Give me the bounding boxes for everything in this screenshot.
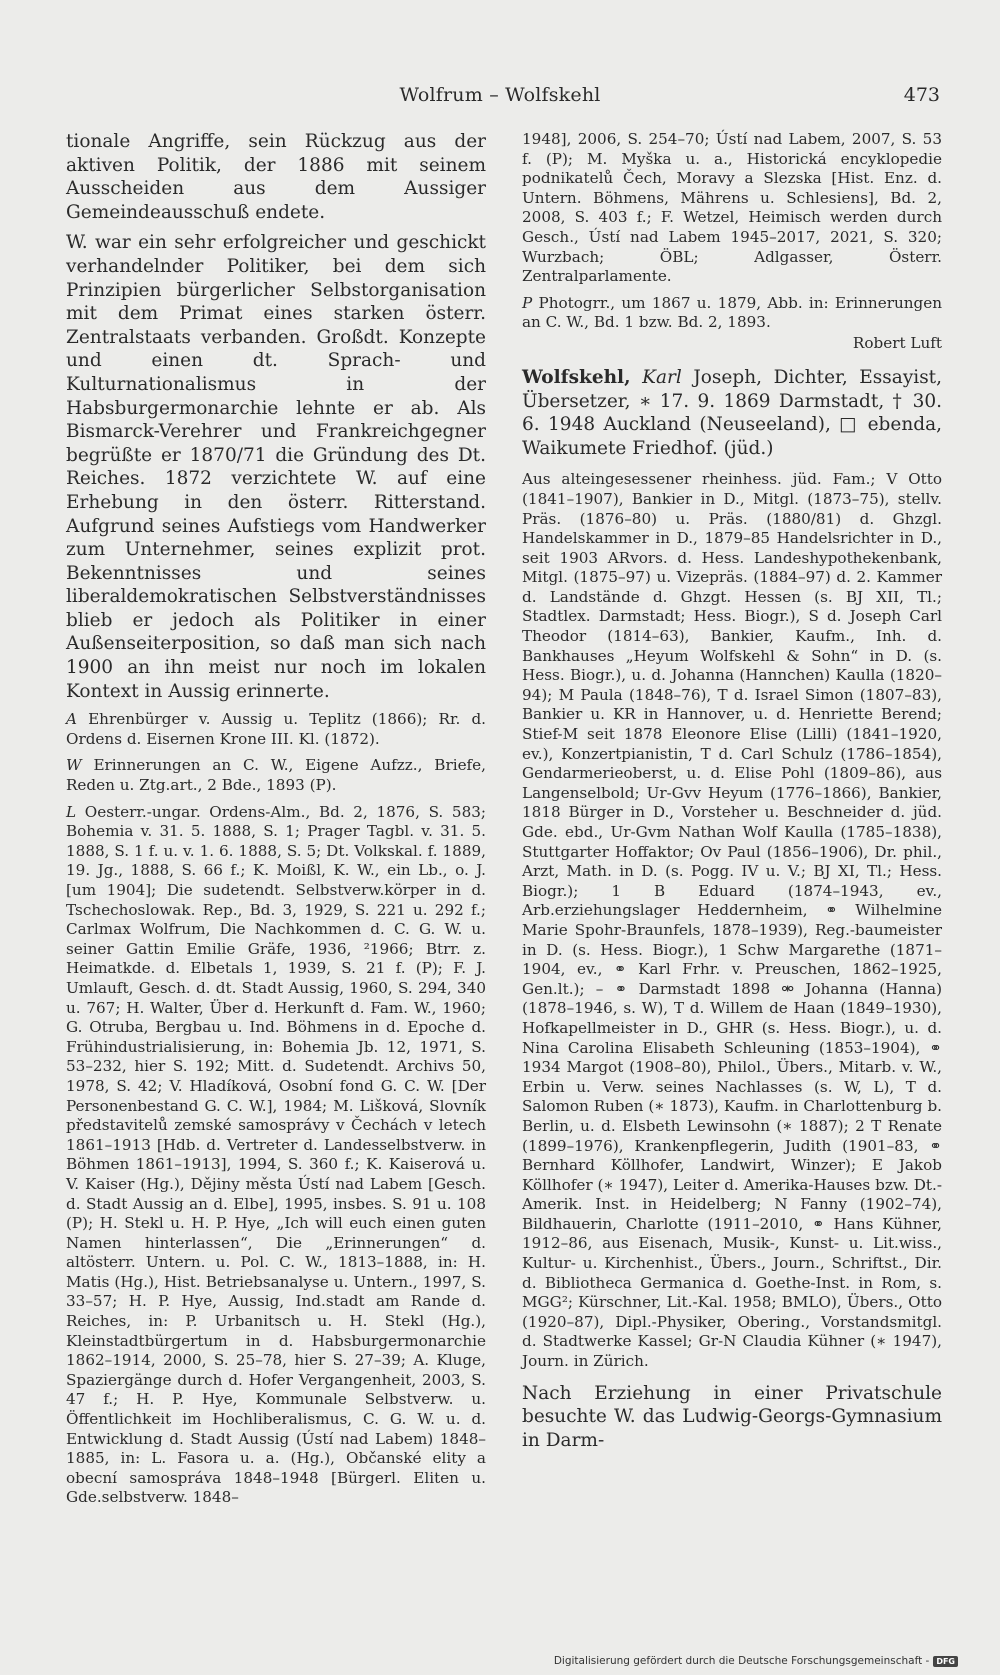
- biography-start: Nach Erziehung in einer Privatschule besuchte W. das Ludwig-Georgs-Gymnasium in Darm-: [522, 1382, 942, 1451]
- left-column: [66, 130, 486, 1508]
- footer-text: Digitalisierung gefördert durch die Deutsche Forschungsgemeinschaft -: [553, 1655, 930, 1667]
- works-section: [66, 756, 486, 795]
- section-label-p: P: [522, 293, 533, 312]
- entry-name: Wolfskehl,: [522, 366, 631, 388]
- dfg-logo: DFG: [933, 1656, 958, 1667]
- paragraph-assessment: W. war ein sehr erfolgreicher und geschickt verhandelnder Politiker, bei dem sich Prinzipien bürgerlicher Selbstorganisation mit dem Primat eines starken österr. Zentralstaats verbanden. Großdt. Konzepte und einen dt. Sprach- und Kulturnationalismus in der Habsburgermonarchie lehnte er ab. Als Bismarck-Verehrer und Frankreichgegner begrüßte er 1870/71 die Gründung des Dt. Reiches. 1872 verzichtete W. auf eine Erhebung in den österr. Ritterstand. Aufgrund seines Aufstiegs vom Handwerker zum Unternehmer, seines explizit prot. Bekenntnisses und seines liberaldemokratischen Selbstverständnisses blieb er jedoch als Politiker in einer Außenseiterposition, so daß man sich nach 1900 an ihn meist nur noch im lokalen Kontext in Aussig erinnerte.: [66, 232, 486, 702]
- entry-details: Joseph, Dichter, Essayist, Übersetzer, ∗ 17. 9. 1869 Darmstadt, † 30. 6. 1948 Auckland (Neuseeland), □ ebenda, Waikumete Friedhof. (jüd.): [522, 366, 942, 459]
- awards-section: [66, 710, 486, 749]
- right-column: [522, 130, 942, 1452]
- portraits-text: Photogrr., um 1867 u. 1879, Abb. in: Erinnerungen an C. W., Bd. 1 bzw. Bd. 2, 1893.: [522, 293, 943, 332]
- section-label-w: W: [66, 756, 82, 775]
- section-label-a: A: [66, 710, 77, 729]
- literature-continued: 1948], 2006, S. 254–70; Ústí nad Labem, 2007, S. 53 f. (P); M. Myška u. a., Historická encyklopedie podnikatelů Čech, Moravy a Slezska [Hist. Enz. d. Untern. Böhmens, Mährens u. Schlesiens], Bd. 2, 2008, S. 403 f.; F. Wetzel, Heimisch werden durch Gesch., Ústí nad Labem 1945–2017, 2021, S. 320; Wurzbach; ÖBL; Adlgasser, Österr. Zentralparlamente.: [522, 130, 942, 286]
- literature-section: [66, 803, 486, 1508]
- footer: [554, 1655, 958, 1667]
- genealogy-section: Aus alteingesessener rheinhess. jüd. Fam.; V Otto (1841–1907), Bankier in D., Mitgl. (1873–75), stellv. Präs. (1876–80) u. Präs. (1880/81) d. Ghzgl. Handelskammer in D., 1879–85 Handelsrichter in D., seit 1903 ARvors. d. Hess. Landeshypothekenbank, Mitgl. (1875–97) u. Vizepräs. (1884–97) d. 2. Kammer d. Landstände d. Ghzgt. Hessen (s. BJ XII, Tl.; Stadtlex. Darmstadt; Hess. Biogr.), S d. Joseph Carl Theodor (1814–63), Bankier, Kaufm., Inh. d. Bankhauses „Heyum Wolfskehl & Sohn“ in D. (s. Hess. Biogr.), u. d. Johanna (Hannchen) Kaulla (1820–94); M Paula (1848–76), T d. Israel Simon (1807–83), Bankier u. KR in Hannover, u. d. Henriette Berend; Stief-M seit 1878 Eleonore Elise (Lilli) (1841–1920, ev.), Konzertpianistin, T d. Carl Schulz (1786–1854), Gendarmerieoberst, u. d. Elise Pohl (1809–86), aus Langenselbold; Ur-Gvv Heyum (1776–1866), Bankier, 1818 Bürger in D., Vorsteher u. Beschneider d. jüd. Gde. ebd., Ur-Gvm Nathan Wolf Kaulla (1785–1838), Stuttgarter Hoffaktor; Ov Paul (1856–1906), Dr. phil., Arzt, Math. in D. (s. Pogg. IV u. V.; BJ XI, Tl.; Hess. Biogr.); 1 B Eduard (1874–1943, ev., Arb.erziehungslager Heddernheim, ⚭ Wilhelmine Marie Spohr-Braunfels, 1878–1939), Reg.-baumeister in D. (s. Hess. Biogr.), 1 Schw Margarethe (1871–1904, ev., ⚭ Karl Frhr. v. Preuschen, 1862–1925, Gen.lt.); – ⚭ Darmstadt 1898 ⚮ Johanna (Hanna) (1878–1946, s. W), T d. Willem de Haan (1849–1930), Hofkapellmeister in D., GHR (s. Hess. Biogr.), u. d. Nina Carolina Elisabeth Schleuning (1853–1904), ⚭ 1934 Margot (1908–80), Philol., Übers., Mitarb. v. W., Erbin u. Verw. seines Nachlasses (s. W, L), T d. Salomon Ruben (∗ 1873), Kaufm. in Charlottenburg b. Berlin, u. d. Elsbeth Lewinsohn (∗ 1887); 2 T Renate (1899–1976), Krankenpflegerin, Judith (1901–83, ⚭ Bernhard Köllhofer, Landwirt, Winzer); E Jakob Köllhofer (∗ 1947), Leiter d. Amerika-Hauses bzw. Dt.-Amerik. Inst. in Heidelberg; N Fanny (1902–74), Bildhauerin, Charlotte (1911–2010, ⚭ Hans Kühner, 1912–86, aus Eisenach, Musik-, Kunst- u. Lit.wiss., Kultur- u. Kirchenhist., Übers., Journ., Schriftst., Dir. d. Bibliotheca Germanica d. Goethe-Inst. in Rom, s. MGG²; Kürschner, Lit.-Kal. 1958; BMLO), Übers., Otto (1920–87), Dipl.-Physiker, Obering., Vorstandsmitgl. d. Stadtwerke Kassel; Gr-N Claudia Kühner (∗ 1947), Journ. in Zürich.: [522, 470, 942, 1371]
- paragraph-political-end: tionale Angriffe, sein Rückzug aus der aktiven Politik, der 1886 mit seinem Ausscheiden aus dem Aussiger Gemeindeausschuß endete.: [66, 131, 486, 223]
- author-signature: Robert Luft: [852, 333, 942, 352]
- literature-text: Oesterr.-ungar. Ordens-Alm., Bd. 2, 1876, S. 583; Bohemia v. 31. 5. 1888, S. 1; Prager Tagbl. v. 31. 5. 1888, S. 1 f. u. v. 1. 6. 1888, S. 5; Dt. Volkskal. f. 1889, 19. Jg., 1888, S. 66 f.; K. Moißl, K. W., ein Lb., o. J. [um 1904]; Die sudetendt. Selbstverw.körper in d. Tschechoslowak. Rep., Bd. 3, 1929, S. 221 u. 292 f.; Carlmax Wolfrum, Die Nachkommen d. C. G. W. u. seiner Gattin Emilie Gräfe, 1936, ²1966; Btrr. z. Heimatkde. d. Elbetals 1, 1939, S. 21 f. (P); F. J. Umlauft, Gesch. d. dt. Stadt Aussig, 1960, S. 294, 340 u. 767; H. Walter, Über d. Herkunft d. Fam. W., 1960; G. Otruba, Bergbau u. Ind. Böhmens in d. Epoche d. Frühindustrialisierung, in: Bohemia Jb. 12, 1971, S. 53–232, hier S. 192; Mitt. d. Sudetendt. Archivs 50, 1978, S. 42; V. Hladíková, Osobní fond G. C. W. [Der Personenbestand G. C. W.], 1984; M. Lišková, Slovník představitelů zemské samosprávy v Čechách v letech 1861–1913 [Hdb. d. Vertreter d. Landesselbstverw. in Böhmen 1861–1913], 1994, S. 360 f.; K. Kaiserová u. V. Kaiser (Hg.), Dějiny města Ústí nad Labem [Gesch. d. Stadt Aussig an d. Elbe], 1995, insbes. S. 91 u. 108 (P); H. Stekl u. H. P. Hye, „Ich will euch einen guten Namen hinterlassen“, Die „Erinnerungen“ d. altösterr. Untern. u. Pol. C. W., 1813–1888, in: H. Matis (Hg.), Hist. Betriebsanalyse u. Untern., 1997, S. 33–57; H. P. Hye, Aussig, Ind.stadt am Rande d. Reiches, in: P. Urbanitsch u. H. Stekl (Hg.), Kleinstadtbürgertum in d. Habsburgermonarchie 1862–1914, 2000, S. 25–78, hier S. 27–39; A. Kluge, Spaziergänge durch d. Hofer Vergangenheit, 2003, S. 47 f.; H. P. Hye, Kommunale Selbstverw. u. Öffentlichkeit im Hochliberalismus, C. G. W. u. d. Entwicklung d. Stadt Aussig (Ústí nad Labem) 1848–1885, in: L. Fasora u. a. (Hg.), Občanské elity a obecní samospráva 1848–1948 [Bürgerl. Eliten u. Gde.selbstverw. 1848–: [66, 802, 487, 1507]
- portraits-section: [522, 294, 942, 333]
- running-head: Wolfrum – Wolfskehl: [399, 84, 601, 106]
- section-label-l: L: [66, 802, 77, 821]
- entry-given-name: Karl: [642, 366, 682, 388]
- works-text: Erinnerungen an C. W., Eigene Aufzz., Briefe, Reden u. Ztg.art., 2 Bde., 1893 (P).: [66, 756, 486, 795]
- awards-text: Ehrenbürger v. Aussig u. Teplitz (1866); Rr. d. Ordens d. Eisernen Krone III. Kl. (1872).: [66, 710, 487, 748]
- page-number: 473: [903, 84, 940, 106]
- entry-heading: [522, 366, 942, 460]
